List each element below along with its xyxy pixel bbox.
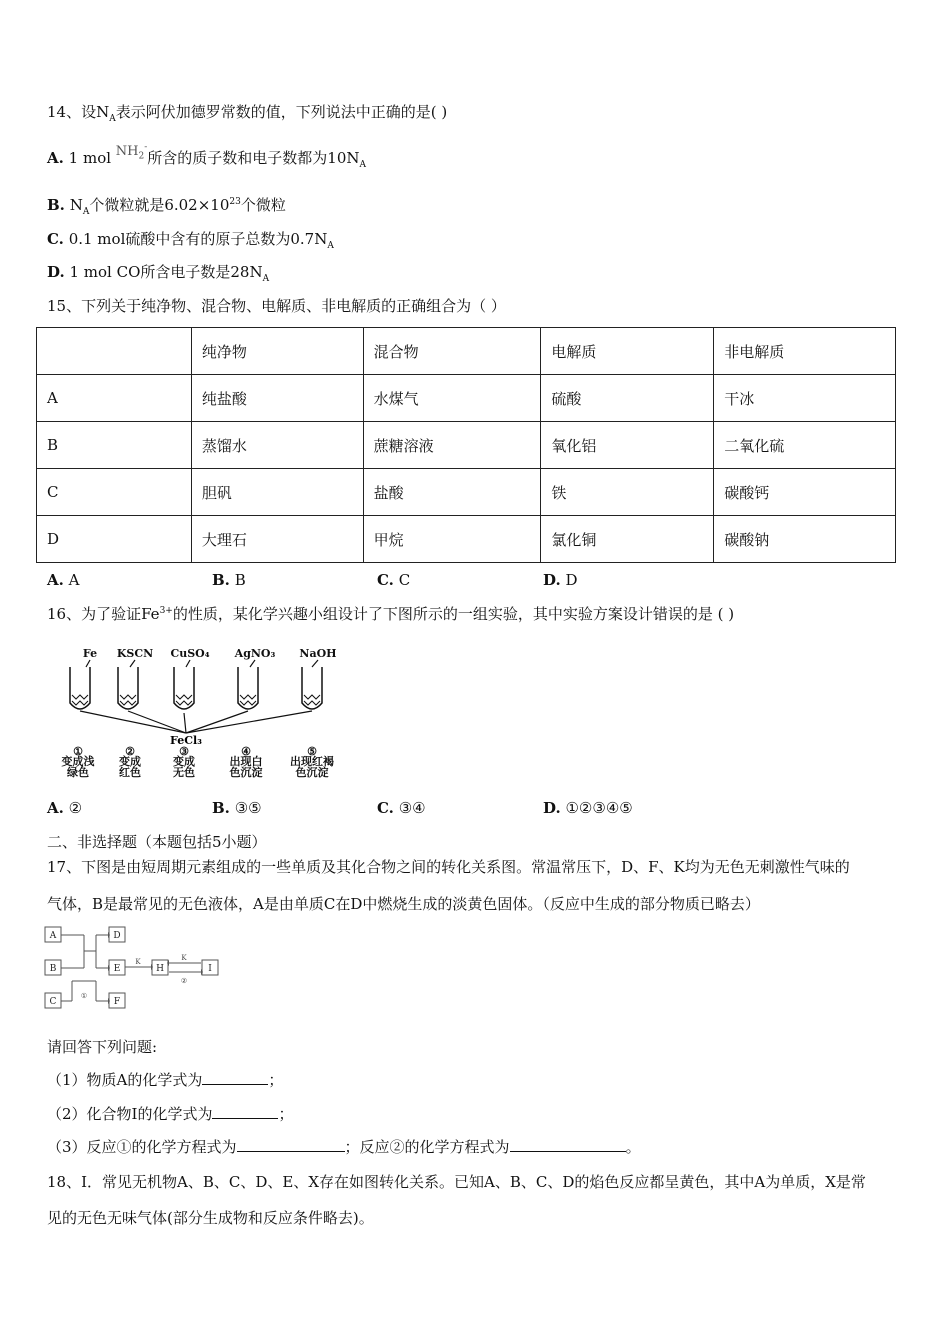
answer-blank[interactable] xyxy=(212,1104,278,1119)
table-cell: 大理石 xyxy=(191,516,363,563)
table-cell: 纯盐酸 xyxy=(191,375,363,422)
result-text: 红色 xyxy=(119,766,141,779)
reaction-mark: ② xyxy=(180,977,188,985)
result-text: 出现白 xyxy=(229,755,263,768)
result-text: 变成 xyxy=(119,755,141,768)
q15-option-a: A. A xyxy=(47,571,80,589)
q15-option-c: C. C xyxy=(377,571,411,589)
node-label: H xyxy=(156,964,164,974)
table-cell: 盐酸 xyxy=(363,469,541,516)
q17-sub3: （3）反应①的化学方程式为 ；反应②的化学方程式为 。 xyxy=(47,1138,641,1156)
table-cell: 碳酸钠 xyxy=(714,516,896,563)
q17-sub1: （1）物质A的化学式为 ； xyxy=(47,1071,284,1089)
table-row xyxy=(37,516,896,563)
table-cell: 甲烷 xyxy=(363,516,541,563)
table-cell: 氧化铝 xyxy=(541,422,714,469)
table-header: 混合物 xyxy=(363,328,541,375)
result-number: ⑤ xyxy=(307,745,317,758)
q16-option-d: D. ①②③④⑤ xyxy=(543,799,633,817)
table-header: 电解质 xyxy=(541,328,714,375)
q17-sub2: （2）化合物I的化学式为 ； xyxy=(47,1105,294,1123)
answer-blank[interactable] xyxy=(237,1137,345,1152)
table-header: 纯净物 xyxy=(191,328,363,375)
reaction-mark: ① xyxy=(80,992,88,1000)
result-number: ② xyxy=(125,745,135,758)
q17-prompt: 请回答下列问题: xyxy=(47,1038,158,1056)
table-cell: 蔗糖溶液 xyxy=(363,422,541,469)
q18-stem-line2: 见的无色无味气体(部分生成物和反应条件略去)。 xyxy=(47,1209,374,1227)
result-number: ① xyxy=(73,745,83,758)
result-number: ④ xyxy=(241,745,251,758)
result-number: ③ xyxy=(179,745,189,758)
q16-stem: 16、为了验证$Fe^{3+}$的性质，某化学兴趣小组设计了下图所示的一组实验，其中实验方案设计错误的是 ( ) xyxy=(47,605,735,623)
table-row xyxy=(37,328,896,375)
q16-option-c: C. ③④ xyxy=(377,799,426,817)
q15-table xyxy=(36,327,896,563)
q15-stem: 15、下列关于纯净物、混合物、电解质、非电解质的正确组合为（ ） xyxy=(47,297,506,315)
result-text: 色沉淀 xyxy=(295,766,329,779)
table-header: 非电解质 xyxy=(714,328,896,375)
reagent-label: KSCN xyxy=(116,647,154,660)
table-cell: 碳酸钙 xyxy=(714,469,896,516)
q16-option-a: A. ② xyxy=(47,799,83,817)
q17-stem-line1: 17、下图是由短周期元素组成的一些单质及其化合物之间的转化关系图。常温常压下，D、F、K均为无色无刺激性气味的 xyxy=(47,858,850,876)
node-label: B xyxy=(49,964,57,974)
test-tubes xyxy=(70,667,322,709)
fecl3-label: FeCl₃ xyxy=(170,734,202,747)
table-cell: 干冰 xyxy=(714,375,896,422)
table-cell: 蒸馏水 xyxy=(191,422,363,469)
table-cell: 二氧化硫 xyxy=(714,422,896,469)
nh2-species: $NH_2^-$ xyxy=(115,142,148,162)
result-text: 绿色 xyxy=(67,766,89,779)
table-cell: C xyxy=(37,469,192,516)
node-label: E xyxy=(113,964,121,974)
result-text: 出现红褐 xyxy=(290,755,334,768)
table-cell: A xyxy=(37,375,192,422)
section-heading: 二、非选择题（本题包括5小题） xyxy=(47,833,267,851)
table-row xyxy=(37,375,896,422)
answer-blank[interactable] xyxy=(202,1070,268,1085)
result-text: 变成浅 xyxy=(61,755,95,768)
node-label: F xyxy=(113,997,121,1007)
q16-option-b: B. ③⑤ xyxy=(212,799,262,817)
q14-stem: 14、设$N_A$表示阿伏加德罗常数的值，下列说法中正确的是( ) xyxy=(47,103,448,124)
table-row xyxy=(37,469,896,516)
q14-option-d: D. 1 mol CO所含电子数是$28N_A$ xyxy=(47,263,270,284)
q18-stem-line1: 18、I．常见无机物A、B、C、D、E、X存在如图转化关系。已知A、B、C、D的焰色反应都呈黄色，其中A为单质，X是常 xyxy=(47,1173,866,1191)
reagent-label: Fe xyxy=(82,647,98,660)
reagent-label: NaOH xyxy=(299,647,337,660)
answer-blank[interactable] xyxy=(510,1137,626,1152)
node-label: D xyxy=(113,931,121,941)
reagent-label: CuSO₄ xyxy=(170,647,210,660)
table-row xyxy=(37,422,896,469)
edge-label: K xyxy=(181,954,187,962)
table-cell: 水煤气 xyxy=(363,375,541,422)
table-cell: 硫酸 xyxy=(541,375,714,422)
result-text: 色沉淀 xyxy=(229,766,263,779)
table-cell: D xyxy=(37,516,192,563)
table-cell: 胆矾 xyxy=(191,469,363,516)
reagent-label: AgNO₃ xyxy=(234,647,276,660)
q15-option-b: B. B xyxy=(212,571,246,589)
q16-experiment-figure xyxy=(50,643,350,781)
q14-option-a: A. 1 mol $NH_2^-$所含的质子数和电子数都为$10N_A$ xyxy=(47,142,367,170)
node-label: A xyxy=(49,931,57,941)
result-text: 无色 xyxy=(173,766,195,779)
q15-option-d: D. D xyxy=(543,571,578,589)
q14-option-b: B. $N_A$个微粒就是$6.02\times 10^{23}$个微粒 xyxy=(47,196,286,217)
table-cell: 铁 xyxy=(541,469,714,516)
q17-stem-line2: 气体，B是最常见的无色液体，A是由单质C在D中燃烧生成的淡黄色固体。（反应中生成的部分物质已略去） xyxy=(47,895,760,913)
result-text: 变成 xyxy=(173,755,195,768)
q14-option-c: C. 0.1 mol硫酸中含有的原子总数为$0.7N_A$ xyxy=(47,230,334,251)
table-cell xyxy=(37,328,192,375)
q17-conversion-diagram xyxy=(44,925,224,1015)
node-label: C xyxy=(49,997,57,1007)
table-cell: B xyxy=(37,422,192,469)
table-cell: 氯化铜 xyxy=(541,516,714,563)
node-label: I xyxy=(208,964,212,974)
edge-label: K xyxy=(135,958,141,966)
